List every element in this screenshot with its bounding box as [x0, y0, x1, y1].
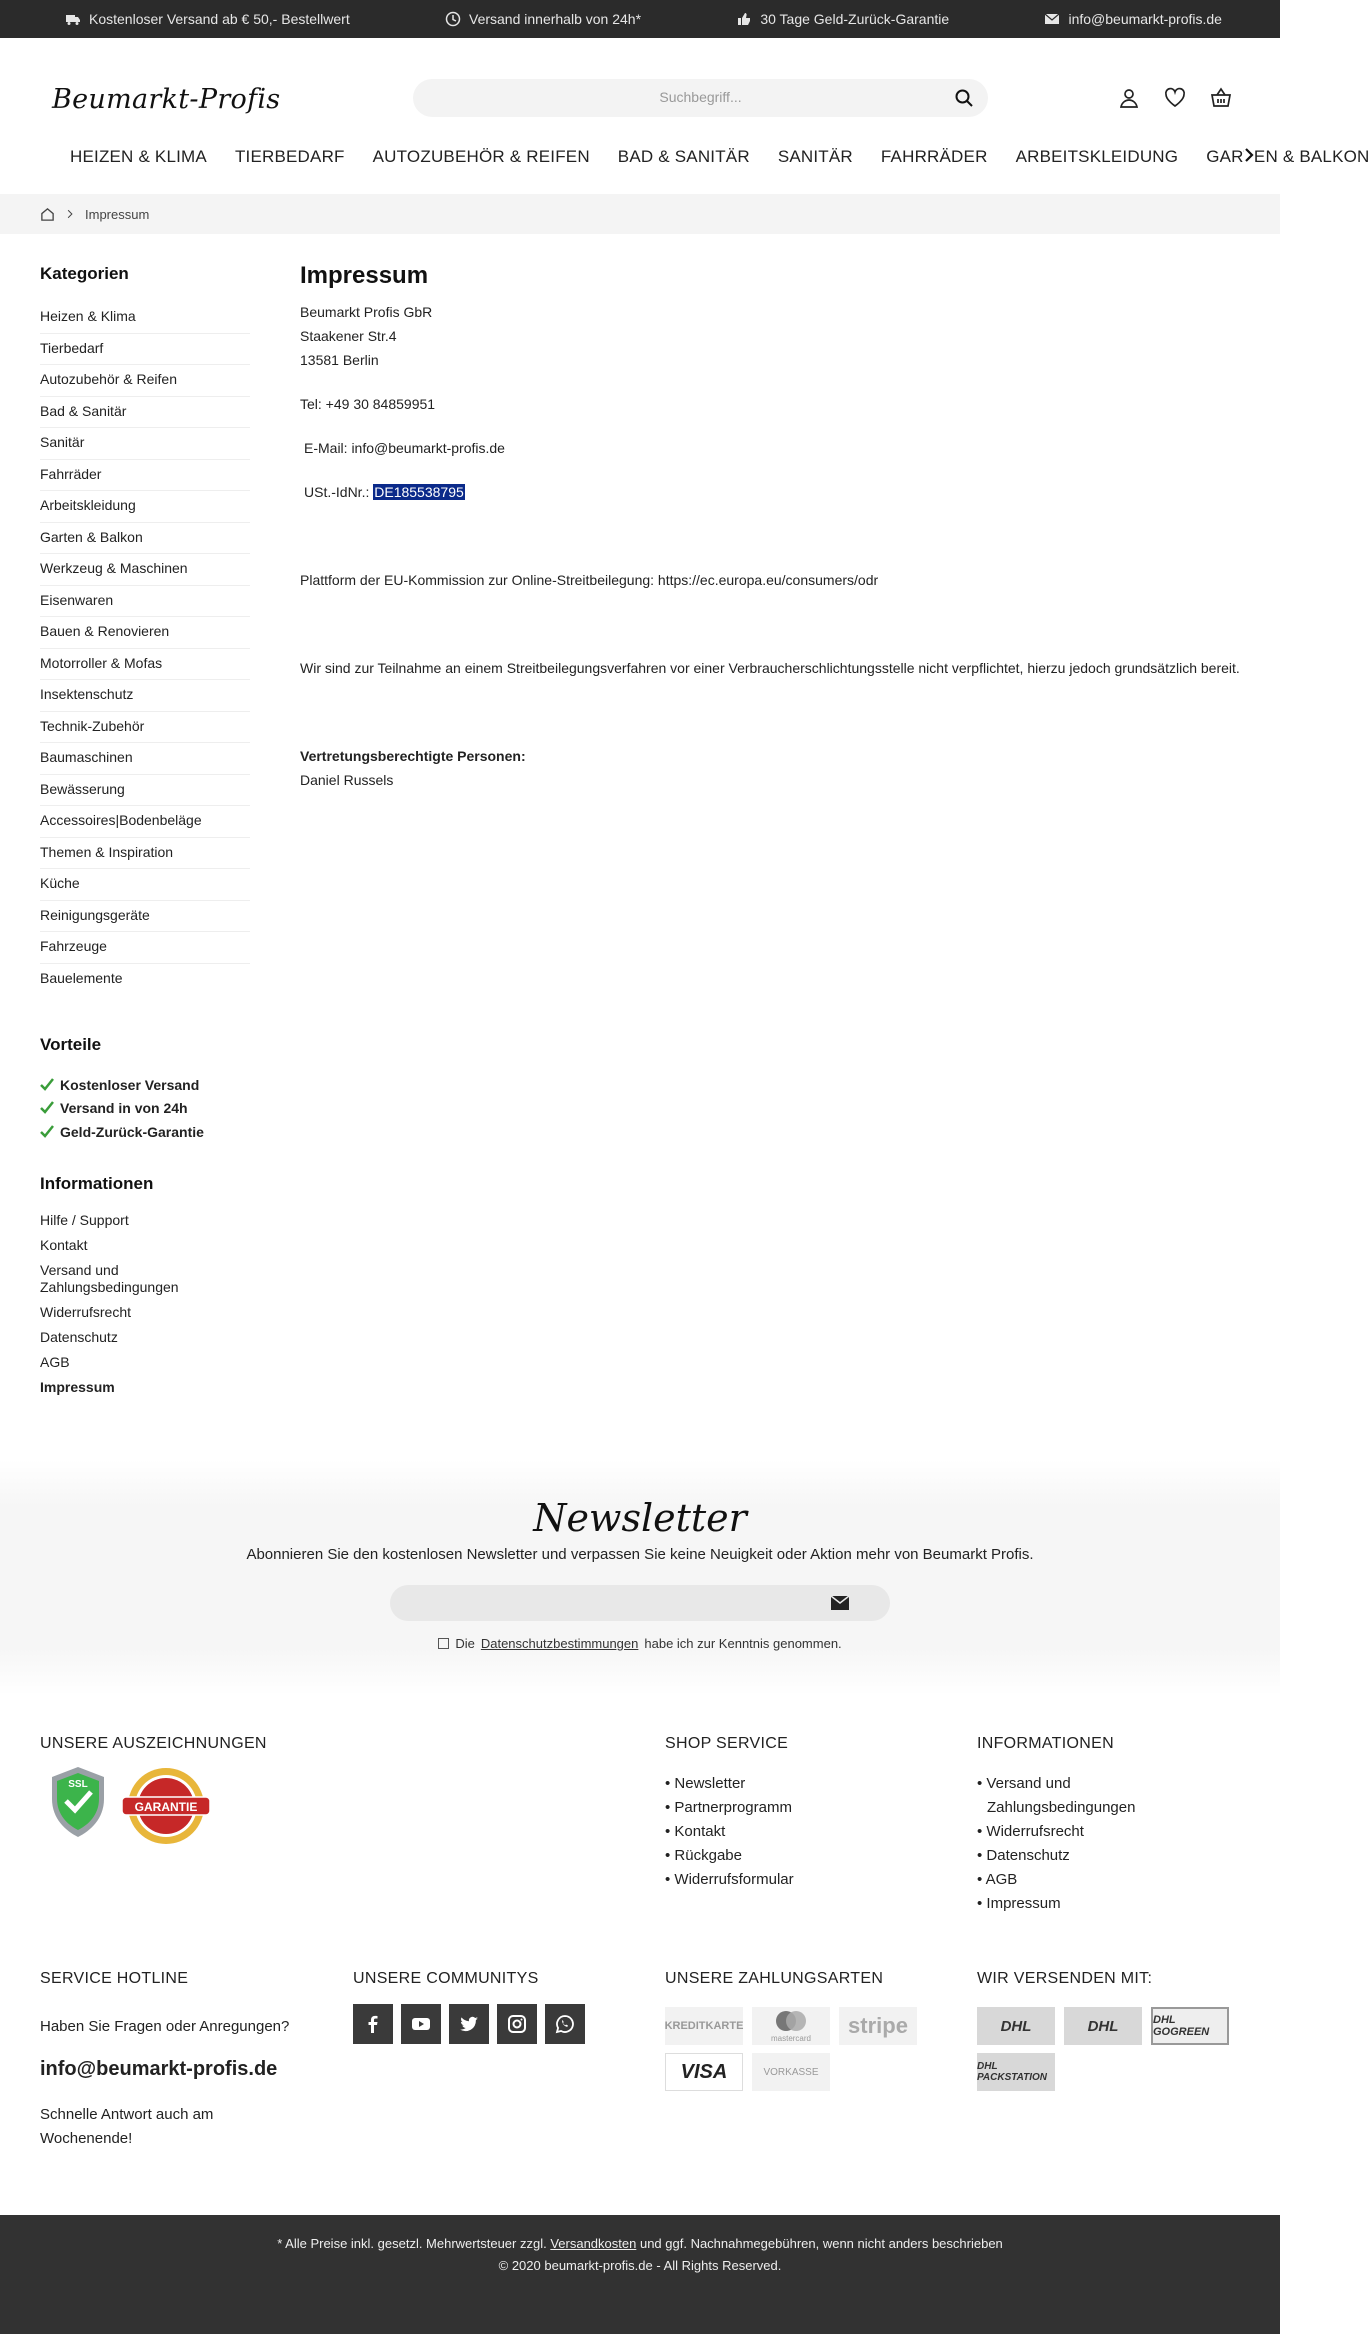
hotline-note: Schnelle Antwort auch am Wochenende! — [40, 2106, 214, 2147]
category-item[interactable]: Bauelemente — [40, 969, 123, 986]
category-item[interactable]: Eisenwaren — [40, 586, 250, 618]
info-link-active[interactable]: Impressum — [40, 1378, 115, 1395]
company-tel: Tel: +49 30 84859951 — [300, 396, 436, 412]
info-link[interactable]: Kontakt — [40, 1236, 88, 1253]
bottom-bar — [0, 2215, 1280, 2334]
vorteil-label: Versand in von 24h — [60, 1100, 188, 1117]
category-item[interactable]: Bewässerung — [40, 775, 250, 807]
topbar-email-text[interactable]: info@beumarkt-profis.de — [1068, 11, 1222, 27]
youtube-icon — [411, 2014, 431, 2034]
envelope-icon — [1044, 11, 1060, 27]
nav-item-heizen[interactable]: HEIZEN & KLIMA — [70, 147, 207, 166]
shipping-dhl-packstation: DHL PACKSTATION — [977, 2053, 1055, 2091]
shop-link-label[interactable]: Widerrufsformular — [674, 1871, 794, 1888]
chevron-right-icon[interactable] — [1244, 146, 1254, 164]
home-icon[interactable] — [40, 207, 55, 222]
facebook-button[interactable] — [353, 2004, 393, 2044]
footer-info-label[interactable]: AGB — [985, 1871, 1018, 1888]
hotline-title: SERVICE HOTLINE — [40, 1970, 189, 1987]
info-title: Informationen — [40, 1173, 154, 1193]
heart-icon[interactable] — [1163, 86, 1187, 110]
vorteil-label: Geld-Zurück-Garantie — [60, 1123, 204, 1140]
header-actions — [1117, 86, 1233, 110]
category-item[interactable]: Themen & Inspiration — [40, 838, 250, 870]
topbar-guarantee — [736, 11, 949, 27]
check-icon — [40, 1101, 54, 1115]
privacy-link[interactable]: Datenschutzbestimmungen — [480, 1636, 639, 1651]
basket-icon[interactable] — [1209, 86, 1233, 110]
shop-link-item[interactable]: • Newsletter — [665, 1775, 746, 1792]
newsletter-email-input[interactable] — [390, 1585, 890, 1621]
chevron-right-icon — [65, 209, 75, 219]
breadcrumb-current: Impressum — [85, 206, 150, 222]
guarantee-badge-text: GARANTIE — [134, 1800, 198, 1814]
shop-service-title: SHOP SERVICE — [665, 1735, 789, 1752]
impressum-content — [300, 264, 1240, 792]
footer-info-label[interactable]: Datenschutz — [986, 1847, 1070, 1864]
twitter-button[interactable] — [449, 2004, 489, 2044]
footer-info-item[interactable]: • Datenschutz — [977, 1847, 1070, 1864]
topbar-delivery — [445, 11, 641, 27]
price-notice — [0, 2233, 1280, 2255]
shipping-costs-link[interactable]: Versandkosten — [550, 2236, 637, 2251]
shop-link-label[interactable]: Rückgabe — [674, 1847, 742, 1864]
dispute-text: Wir sind zur Teilnahme an einem Streitbeilegungsverfahren vor einer Verbraucherschlichtungsstelle nicht verpflichtet, hierzu jedoch grundsätzlich bereit. — [300, 660, 1240, 676]
community-title: UNSERE COMMUNITYS — [353, 1970, 539, 1987]
shop-link-label[interactable]: Kontakt — [674, 1823, 726, 1840]
footer-info-label[interactable]: Impressum — [986, 1895, 1061, 1912]
payment-mastercard-label: mastercard — [770, 2033, 811, 2043]
twitter-icon — [459, 2014, 479, 2034]
footer-info-item[interactable]: • Impressum — [977, 1895, 1061, 1912]
info-link[interactable]: Widerrufsrecht — [40, 1303, 132, 1320]
mastercard-icon — [773, 2010, 809, 2032]
category-item[interactable]: Arbeitskleidung — [40, 491, 250, 523]
instagram-button[interactable] — [497, 2004, 537, 2044]
newsletter-title: Newsletter — [533, 1496, 747, 1540]
category-item[interactable]: Autozubehör & Reifen — [40, 365, 250, 397]
payment-kreditkarte: KREDITKARTE — [665, 2007, 743, 2045]
guarantee-badge-icon — [120, 1765, 212, 1847]
category-item[interactable]: Baumaschinen — [40, 743, 250, 775]
footer-info-item[interactable]: • Versand und Zahlungsbedingungen — [977, 1775, 1136, 1816]
footer-info-list — [977, 1772, 1177, 1916]
category-item[interactable]: Insektenschutz — [40, 680, 250, 712]
clock-icon — [445, 11, 461, 27]
facebook-icon — [363, 2014, 383, 2034]
topbar-shipping-text: Kostenloser Versand ab € 50,- Bestellwert — [89, 11, 350, 27]
newsletter-consent — [0, 1636, 1280, 1651]
footer-info-item[interactable]: • AGB — [977, 1871, 1018, 1888]
vorteile-section — [40, 1035, 250, 1144]
vorteil-item — [40, 1097, 250, 1121]
price-notice-pre: * Alle Preise inkl. gesetzl. Mehrwertsteuer zzgl. — [277, 2236, 547, 2251]
topbar-guarantee-text: 30 Tage Geld-Zurück-Garantie — [760, 11, 950, 27]
newsletter-section — [0, 1460, 1280, 1695]
footer-info-label[interactable]: Versand und Zahlungsbedingungen — [986, 1775, 1136, 1816]
nav-item-tierbedarf[interactable]: TIERBEDARF — [234, 147, 345, 166]
info-link[interactable]: Datenschutz — [40, 1328, 118, 1345]
whatsapp-button[interactable] — [545, 2004, 585, 2044]
category-item[interactable]: Technik-Zubehör — [40, 712, 250, 744]
shop-service-list — [665, 1772, 794, 1892]
payment-title: UNSERE ZAHLUNGSARTEN — [665, 1970, 884, 1987]
vorteil-item — [40, 1073, 250, 1097]
nav-item-sanitaer[interactable]: SANITÄR — [777, 147, 853, 166]
topbar-email[interactable] — [1044, 11, 1222, 27]
payment-stripe: stripe — [839, 2007, 917, 2045]
vorteil-item — [40, 1120, 250, 1144]
topbar-delivery-text: Versand innerhalb von 24h* — [469, 11, 642, 27]
ust-row — [300, 480, 1240, 504]
topbar-shipping — [65, 11, 350, 27]
header — [0, 38, 1280, 120]
shop-link-item[interactable]: • Widerrufsformular — [665, 1871, 794, 1888]
search-icon[interactable] — [954, 88, 974, 108]
thumbs-up-icon — [736, 11, 752, 27]
social-links — [353, 2004, 585, 2044]
truck-icon — [65, 11, 81, 27]
shop-link-item[interactable]: • Rückgabe — [665, 1847, 742, 1864]
category-item[interactable]: Fahrräder — [40, 460, 250, 492]
awards-title: UNSERE AUSZEICHNUNGEN — [40, 1735, 267, 1752]
nav-item-fahrraeder[interactable]: FAHRRÄDER — [880, 147, 988, 166]
shipping-dhl-express: DHL — [1064, 2007, 1142, 2045]
shipping-title: WIR VERSENDEN MIT: — [977, 1970, 1153, 1987]
main-content-area — [0, 234, 1280, 1460]
top-info-bar — [0, 0, 1280, 38]
check-icon — [40, 1125, 54, 1139]
nav-item-garten[interactable]: GARTEN & BALKON — [1206, 147, 1370, 166]
category-item[interactable]: Werkzeug & Maschinen — [40, 554, 250, 586]
sidebar — [40, 264, 250, 1404]
send-icon[interactable] — [830, 1595, 850, 1611]
whatsapp-icon — [555, 2014, 575, 2034]
company-email: E-Mail: info@beumarkt-profis.de — [304, 440, 505, 456]
category-item[interactable]: Küche — [40, 869, 250, 901]
consent-pre: Die — [455, 1636, 475, 1651]
info-link[interactable]: Versand und Zahlungsbedingungen — [40, 1261, 179, 1295]
vorteile-title: Vorteile — [40, 1035, 102, 1054]
category-item[interactable]: Motorroller & Mofas — [40, 649, 250, 681]
consent-checkbox[interactable] — [438, 1638, 449, 1649]
category-item[interactable]: Bauen & Renovieren — [40, 617, 250, 649]
footer-info-title: INFORMATIONEN — [977, 1735, 1114, 1752]
category-item[interactable]: Sanitär — [40, 428, 250, 460]
shop-link-label[interactable]: Partnerprogramm — [674, 1799, 792, 1816]
ust-value: DE185538795 — [374, 484, 464, 500]
representative-name: Daniel Russels — [300, 772, 394, 788]
check-icon — [40, 1078, 54, 1092]
nav-item-bad[interactable]: BAD & SANITÄR — [617, 147, 750, 166]
footer — [0, 1695, 1280, 2215]
info-link[interactable]: Hilfe / Support — [40, 1211, 129, 1228]
main-navigation — [0, 120, 1370, 194]
user-icon[interactable] — [1117, 86, 1141, 110]
nav-item-arbeitskleidung[interactable]: ARBEITSKLEIDUNG — [1015, 147, 1179, 166]
company-name: Beumarkt Profis GbR — [300, 304, 433, 320]
representatives-title: Vertretungsberechtigte Personen: — [300, 748, 526, 764]
shop-link-item[interactable]: • Kontakt — [665, 1823, 726, 1840]
category-item[interactable]: Garten & Balkon — [40, 523, 250, 555]
eu-platform-text: Plattform der EU-Kommission zur Online-Streitbeilegung: https://ec.europa.eu/consumers/odr — [300, 572, 879, 588]
category-list — [40, 302, 250, 995]
category-item[interactable]: Heizen & Klima — [40, 302, 250, 334]
ssl-badge-text: SSL — [68, 1779, 88, 1790]
hotline-question: Haben Sie Fragen oder Anregungen? — [40, 2018, 290, 2035]
award-badges — [48, 1765, 212, 1847]
shop-link-item[interactable]: • Partnerprogramm — [665, 1799, 792, 1816]
page-title: Impressum — [300, 262, 429, 289]
newsletter-description: Abonnieren Sie den kostenlosen Newsletter und verpassen Sie keine Neuigkeit oder Aktion mehr von Beumarkt Profis. — [246, 1546, 1034, 1563]
youtube-button[interactable] — [401, 2004, 441, 2044]
price-notice-post: und ggf. Nachnahmegebühren, wenn nicht anders beschrieben — [639, 2236, 1003, 2251]
category-item[interactable]: Reinigungsgeräte — [40, 901, 250, 933]
search-input[interactable] — [413, 79, 988, 117]
shop-link-label[interactable]: Newsletter — [674, 1775, 746, 1792]
ssl-badge-icon — [48, 1765, 108, 1839]
search-placeholder: Suchbegriff... — [659, 89, 742, 105]
company-street: Staakener Str.4 — [300, 328, 397, 344]
category-item[interactable]: Bad & Sanitär — [40, 397, 250, 429]
copyright: © 2020 beumarkt-profis.de - All Rights Reserved. — [498, 2258, 782, 2273]
info-link[interactable]: AGB — [40, 1353, 70, 1370]
categories-title: Kategorien — [40, 264, 129, 283]
instagram-icon — [507, 2014, 527, 2034]
hotline-email[interactable]: info@beumarkt-profis.de — [40, 2058, 278, 2080]
shipping-dhl-gogreen: DHL GOGREEN — [1151, 2007, 1229, 2045]
company-city: 13581 Berlin — [300, 352, 379, 368]
payment-vorkasse: VORKASSE — [752, 2053, 830, 2091]
breadcrumb — [0, 194, 1280, 234]
category-item[interactable]: Fahrzeuge — [40, 932, 250, 964]
category-item[interactable]: Accessoires|Bodenbeläge — [40, 806, 250, 838]
footer-info-item[interactable]: • Widerrufsrecht — [977, 1823, 1084, 1840]
site-logo[interactable]: Beumarkt-Profis — [52, 84, 281, 115]
nav-item-autozubehoer[interactable]: AUTOZUBEHÖR & REIFEN — [372, 147, 590, 166]
ust-label: USt.-IdNr.: — [304, 484, 370, 500]
shipping-dhl: DHL — [977, 2007, 1055, 2045]
payment-visa: VISA — [665, 2053, 743, 2091]
footer-info-label[interactable]: Widerrufsrecht — [986, 1823, 1084, 1840]
category-item[interactable]: Tierbedarf — [40, 334, 250, 366]
info-section — [40, 1174, 250, 1396]
payment-mastercard — [752, 2007, 830, 2045]
vorteil-label: Kostenloser Versand — [60, 1076, 200, 1093]
consent-post: habe ich zur Kenntnis genommen. — [644, 1636, 842, 1651]
